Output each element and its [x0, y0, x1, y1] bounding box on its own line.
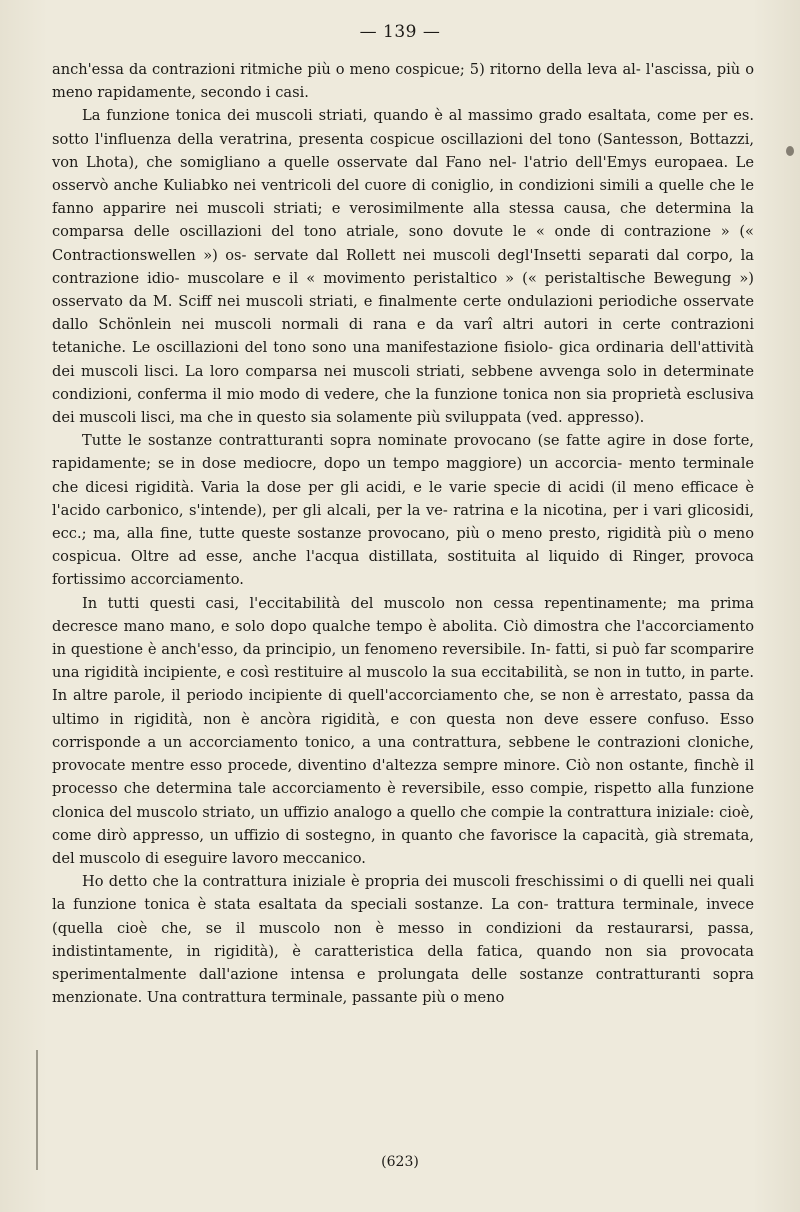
paragraph-5: Ho detto che la contrattura iniziale è propria dei muscoli freschissimi o di quelli nei quali la funzione tonica è stata esaltata da speciali sostanze. La con- trattura terminale, invece (quella cioè che, se il muscolo non è messo in condizioni da restaurarsi, passa, indistintamente, in rigidità), è caratteristica della fatica, quando non sia provocata sperimentalmente dall'azione intensa e prolungata delle sostanze contratturanti sopra menzionate. Una contrattura terminale, passante più o meno	[52, 873, 754, 1007]
ink-smudge	[786, 146, 794, 156]
body-text	[52, 58, 754, 1009]
paragraph-2: La funzione tonica dei muscoli striati, quando è al massimo grado esaltata, come per es. sotto l'influenza della veratrina, presenta cospicue oscillazioni del tono (Santesson, Bottazzi, von Lhota), che somigliano a quelle osservate dal Fano nel- l'atrio dell'Emys europaea. Le osservò anche Kuliabko nei ventricoli del cuore di coniglio, in condizioni simili a quelle che le fanno apparire nei muscoli striati; e verosimilmente alla stessa causa, che determina la comparsa delle oscillazioni del tono atriale, sono dovute le « onde di contrazione » (« Contractionswellen ») os- servate dal Rollett nei muscoli degl'Insetti separati dal corpo, la contrazione idio- muscolare e il « movimento peristaltico » (« peristaltische Bewegung ») osservato da M. Sciff nei muscoli striati, e finalmente certe ondulazioni periodiche osservate dallo Schönlein nei muscoli normali di rana e da varî altri autori in certe contrazioni tetaniche. Le oscillazioni del tono sono una manifestazione fisiolo- gica ordinaria dell'attività dei muscoli lisci. La loro comparsa nei muscoli striati, sebbene avvenga solo in determinate condizioni, conferma il mio modo di vedere, che la funzione tonica non sia proprietà esclusiva dei muscoli lisci, ma che in questo sia solamente più sviluppata (ved. appresso).	[52, 107, 754, 427]
paragraph-4: In tutti questi casi, l'eccitabilità del muscolo non cessa repentinamente; ma prima decresce mano mano, e solo dopo qualche tempo è abolita. Ciò dimostra che l'accorciamento in questione è anch'esso, da principio, un fenomeno reversibile. In- fatti, si può far scomparire una rigidità incipiente, e così restituire al muscolo la sua eccitabilità, se non in tutto, in parte. In altre parole, il periodo incipiente di quell'accorciamento che, se non è arrestato, passa da ultimo in rigidità, non è ancòra rigidità, e con questa non deve essere confuso. Esso corrisponde a un accorciamento tonico, a una contrattura, sebbene le contrazioni cloniche, provocate mentre esso procede, diventino d'altezza sempre minore. Ciò non ostante, finchè il processo che determina tale accorciamento è reversibile, esso compie, rispetto alla funzione clonica del muscolo striato, un uffizio analogo a quello che compie la contrattura iniziale: cioè, come dirò appresso, un uffizio di sostegno, in quanto che favorisce la capacità, già stremata, del muscolo di eseguire lavoro meccanico.	[52, 594, 754, 867]
paragraph-1: anch'essa da contrazioni ritmiche più o meno cospicue; 5) ritorno della leva al- l'ascissa, più o meno rapidamente, secondo i casi.	[52, 61, 754, 102]
paragraph-3: Tutte le sostanze contratturanti sopra nominate provocano (se fatte agire in dose forte, rapidamente; se in dose mediocre, dopo un tempo maggiore) un accorcia- mento terminale che dicesi rigidità. Varia la dose per gli acidi, e le varie specie di acidi (il meno efficace è l'acido carbonico, s'intende), per gli alcali, per la ve- ratrina e la nicotina, per i vari glicosidi, ecc.; ma, alla fine, tutte queste sostanze provocano, più o meno presto, rigidità più o meno cospicua. Oltre ad esse, anche l'acqua distillata, sostituita al liquido di Ringer, provoca fortissimo accorciamento.	[52, 432, 754, 589]
margin-line	[36, 1050, 38, 1170]
page-footer-number: (623)	[381, 1154, 419, 1170]
page-header-number: — 139 —	[359, 22, 441, 42]
